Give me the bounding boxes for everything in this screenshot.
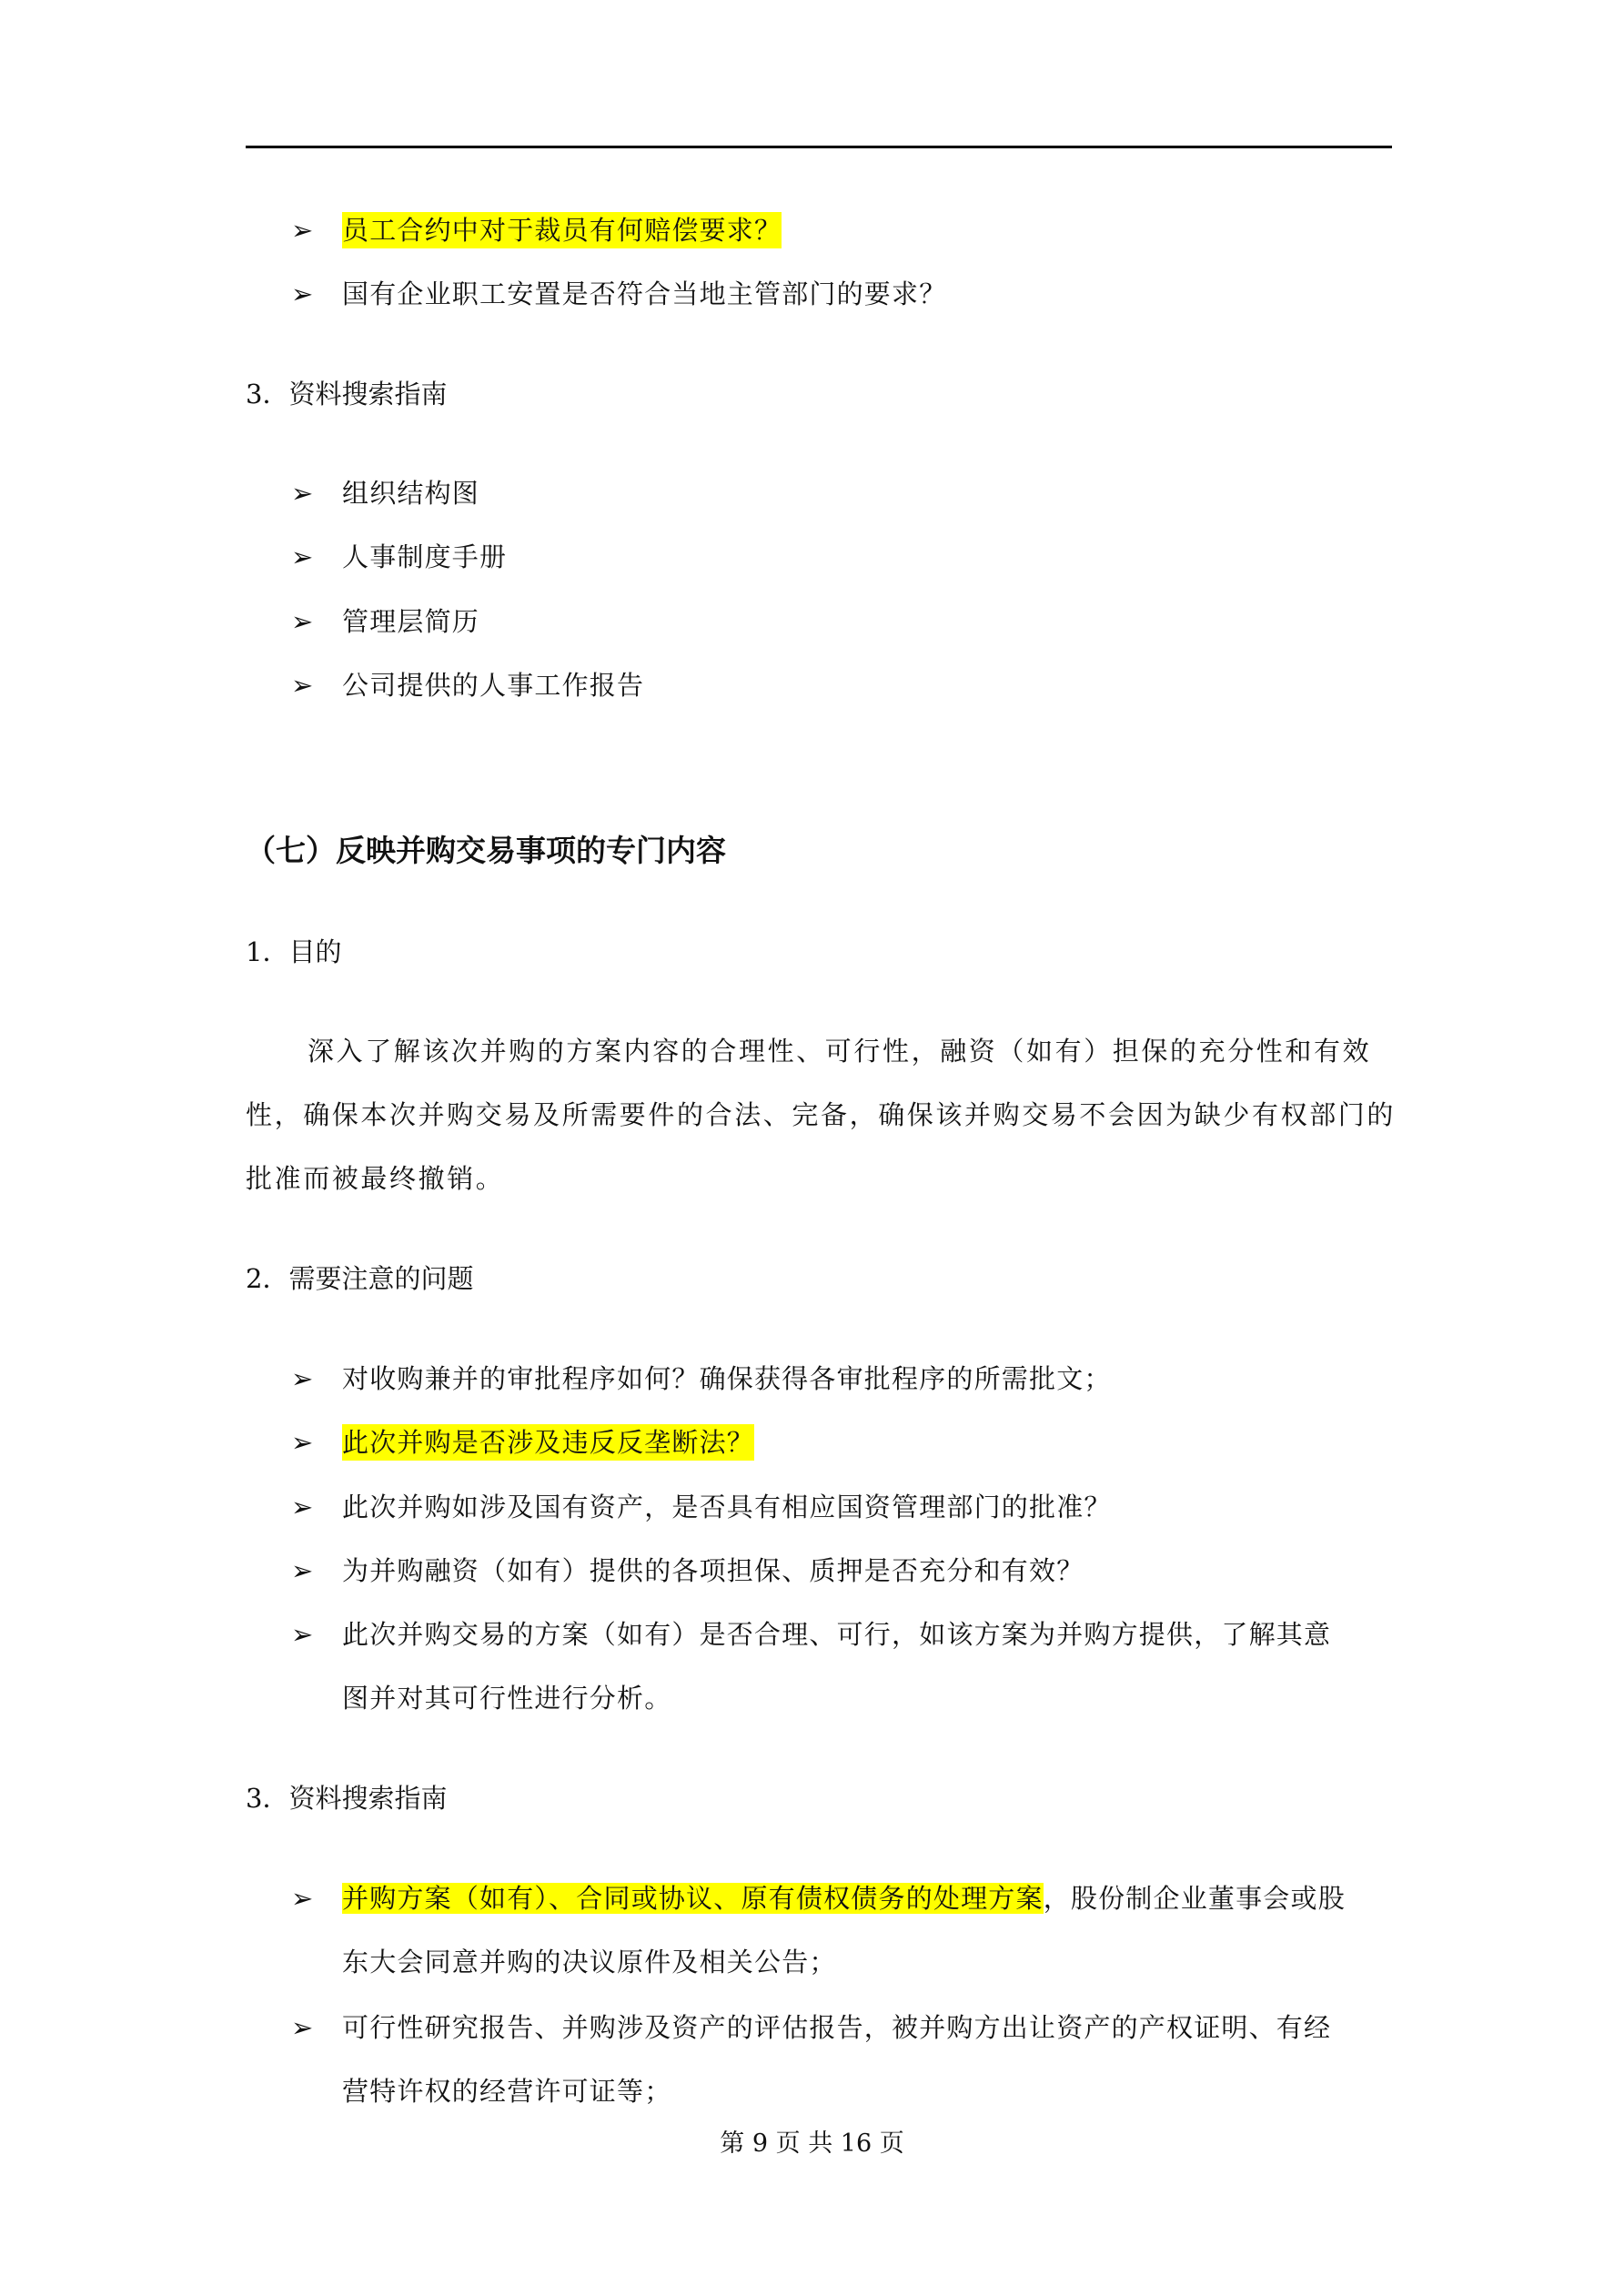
list-item: 人事制度手册 [342, 541, 508, 572]
subsection-title: 3．资料搜索指南 [246, 379, 448, 410]
bullet-arrow-icon: ➢ [291, 670, 314, 701]
list-item-continuation: 东大会同意并购的决议原件及相关公告； [342, 1947, 837, 1977]
list-item: 可行性研究报告、并购涉及资产的评估报告，被并购方出让资产的产权证明、有经 [342, 2012, 1332, 2043]
list-item: 组织结构图 [342, 478, 480, 509]
subsection-title: 3．资料搜索指南 [246, 1783, 448, 1814]
list-item: 员工合约中对于裁员有何赔偿要求？ [342, 212, 782, 248]
bullet-arrow-icon: ➢ [291, 478, 314, 509]
list-item: 此次并购是否涉及违反反垄断法？ [342, 1424, 754, 1461]
list-item: 国有企业职工安置是否符合当地主管部门的要求？ [342, 278, 947, 309]
list-item: 此次并购交易的方案（如有）是否合理、可行，如该方案为并购方提供，了解其意 [342, 1619, 1332, 1650]
list-item: 对收购兼并的审批程序如何？确保获得各审批程序的所需批文； [342, 1363, 1112, 1394]
bullet-arrow-icon: ➢ [291, 1492, 314, 1522]
list-item-continuation: 营特许权的经营许可证等； [342, 2076, 672, 2107]
list-item: 此次并购如涉及国有资产，是否具有相应国资管理部门的批准？ [342, 1492, 1112, 1522]
bullet-arrow-icon: ➢ [291, 1427, 314, 1458]
bullet-arrow-icon: ➢ [291, 215, 314, 246]
bullet-arrow-icon: ➢ [291, 1363, 314, 1394]
paragraph-line: 批准而被最终撤销。 [246, 1163, 505, 1194]
subsection-title: 1．目的 [246, 936, 342, 967]
bullet-arrow-icon: ➢ [291, 278, 314, 309]
subsection-title: 2．需要注意的问题 [246, 1263, 474, 1294]
bullet-arrow-icon: ➢ [291, 1555, 314, 1586]
list-item: 为并购融资（如有）提供的各项担保、质押是否充分和有效？ [342, 1555, 1084, 1586]
highlighted-text: 并购方案（如有）、合同或协议、原有债权债务的处理方案 [342, 1883, 1044, 1914]
bullet-arrow-icon: ➢ [291, 606, 314, 637]
bullet-arrow-icon: ➢ [291, 1883, 314, 1914]
section-heading: （七）反映并购交易事项的专门内容 [246, 833, 726, 868]
list-item: 管理层简历 [342, 606, 480, 637]
page-footer: 第 9 页 共 16 页 [720, 2129, 904, 2158]
bullet-arrow-icon: ➢ [291, 541, 314, 572]
header-rule [246, 146, 1392, 148]
paragraph-line: 性，确保本次并购交易及所需要件的合法、完备，确保该并购交易不会因为缺少有权部门的 [246, 1099, 1397, 1130]
paragraph-line: 深入了解该次并购的方案内容的合理性、可行性，融资（如有）担保的充分性和有效 [308, 1036, 1372, 1067]
list-item-text: ，股份制企业董事会或股 [1043, 1883, 1346, 1914]
bullet-arrow-icon: ➢ [291, 2012, 314, 2043]
list-item-continuation: 图并对其可行性进行分析。 [342, 1683, 672, 1714]
bullet-arrow-icon: ➢ [291, 1619, 314, 1650]
list-item [342, 1880, 1346, 1917]
list-item: 公司提供的人事工作报告 [342, 670, 645, 701]
